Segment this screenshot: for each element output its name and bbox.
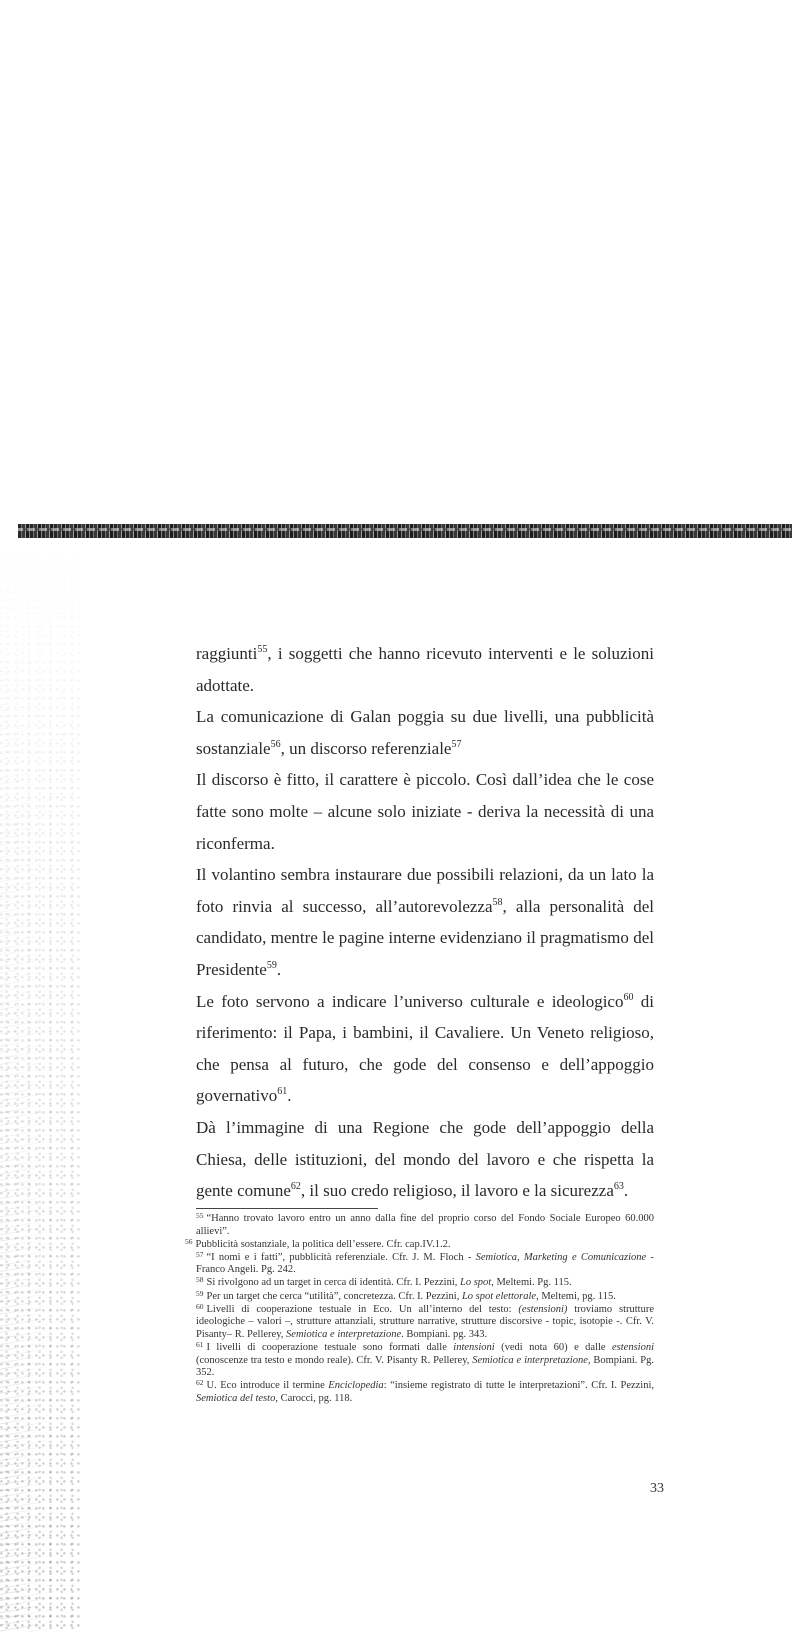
italic-title: Semiotica, Marketing e Comunicazione [475,1251,647,1263]
footnote-number: 62 [196,1378,204,1388]
text-segment: . Bompiani. pg. 343. [401,1328,488,1340]
footnote-separator [196,1208,378,1209]
footnote-number: 59 [196,1288,204,1298]
text-segment: I livelli di cooperazione testuale sono formati dalle [206,1341,454,1353]
footnote [185,1236,654,1252]
footnote-reference: 55 [257,644,268,655]
text-segment: Si rivolgono ad un target in cerca di identità. Cfr. I. Pezzini, [206,1277,460,1289]
footnote-number: 58 [196,1275,204,1285]
footnote-reference: 60 [623,991,634,1003]
footnote [185,1288,654,1304]
text-segment: : “insieme registrato di tutte le interpretazioni”. Cfr. I. Pezzini, [383,1380,655,1392]
footnote [185,1277,654,1290]
italic-title: (estensioni) [518,1303,568,1315]
text-segment: Il discorso è fitto, il carattere è piccolo. Così dall’idea che le cose fatte sono molte – alcune solo iniziate - deriva la necessità di una riconferma. [196,770,654,853]
footnote [185,1301,654,1342]
italic-title: Semiotica del testo [196,1392,276,1404]
text-segment: , i soggetti che hanno ricevuto interventi e le soluzioni adottate. [196,644,654,695]
text-segment: , il suo credo religioso, il lavoro e la sicurezza [300,1181,614,1201]
text-segment: Dà l’immagine di una Regione che gode dell’appoggio della Chiesa, delle istituzioni, del mondo del lavoro e che rispetta la gente comune [196,1117,654,1201]
text-segment: . [276,959,282,979]
main-body-text [196,638,654,1207]
italic-title: Lo spot elettorale [461,1290,537,1302]
text-segment: Livelli di cooperazione testuale in Eco. Un all’interno del testo: [206,1303,519,1315]
footnote-reference: 61 [277,1086,288,1098]
footnote [185,1339,654,1380]
italic-title: estensioni [612,1341,654,1353]
text-segment: , Meltemi. Pg. 115. [491,1277,572,1289]
footnote-reference: 59 [266,959,277,971]
footnote-reference: 58 [492,896,503,908]
text-segment: - Franco Angeli. Pg. 242. [196,1251,654,1276]
text-segment: “Hanno trovato lavoro entro un anno dalla fine del proprio corso del Fondo Sociale Europeo 60.000 allievi”. [196,1213,654,1237]
text-segment: Il volantino sembra instaurare due possibili relazioni, da un lato la foto rinvia al successo, all’autorevolezza [196,865,654,916]
footnote [185,1380,654,1405]
italic-title: Semiotica e interpretazione [286,1328,402,1340]
text-segment: , un discorso referenziale [280,738,452,758]
text-segment: (conoscenze tra testo e mondo reale). Cfr. V. Pisanty R. Pellerey, [196,1354,473,1366]
footnote-reference: 57 [451,738,462,750]
footnote-reference: 62 [290,1181,301,1193]
body-paragraph [196,859,654,985]
italic-title: Lo spot [460,1277,492,1289]
footnote-number: 55 [196,1211,204,1220]
body-paragraph [196,701,654,764]
text-segment: , Bompiani. Pg. 352. [196,1354,654,1379]
text-segment: di riferimento: il Papa, i bambini, il Cavaliere. Un Veneto religioso, che pensa al futuro, che gode del consenso e dell’appoggio governativo [196,991,654,1106]
text-segment: Per un target che cerca “utilità”, concretezza. Cfr. I. Pezzini, [206,1290,462,1302]
footnote-number: 56 [185,1236,193,1246]
footnote-reference: 56 [270,738,281,750]
text-segment: , alla personalità del candidato, mentre le pagine interne evidenziano il pragmatismo del Presidente [196,896,655,979]
footnotes-section [185,1213,654,1406]
text-segment: , Meltemi, pg. 115. [536,1290,616,1302]
text-segment: “I nomi e i fatti”, pubblicità referenziale. Cfr. J. M. Floch - [206,1251,476,1263]
scan-border-band [18,524,792,538]
text-segment: Le foto servono a indicare l’universo culturale e ideologico [196,991,624,1011]
footnote-reference: 63 [613,1181,624,1193]
italic-title: Semiotica e interpretazione [472,1354,588,1366]
italic-title: Enciclopedia [328,1380,384,1392]
text-segment: (vedi nota 60) e dalle [494,1341,612,1353]
text-segment: raggiunti [196,644,258,663]
footnote [185,1213,654,1238]
scan-edge-noise [0,540,80,1632]
text-segment: troviamo strutture ideologiche – valori –, strutture attanziali, strutture narrative, strutture discorsive - topic, isotopie -. Cfr. V. Pisanty– R. Pellerey, [196,1303,654,1340]
footnote [185,1249,654,1277]
footnote-number: 60 [196,1301,204,1311]
text-segment: . [287,1086,292,1106]
footnote-number: 61 [196,1339,204,1349]
body-paragraph [196,638,654,701]
body-paragraph [196,764,654,859]
page-number: 33 [650,1481,664,1496]
footnote-number: 57 [196,1249,204,1259]
text-segment: Pubblicità sostanziale, la politica dell’essere. Cfr. cap.IV.1.2. [195,1238,451,1250]
text-segment: La comunicazione di Galan poggia su due livelli, una pubblicità sostanziale [196,707,654,758]
text-segment: U. Eco introduce il termine [206,1380,329,1392]
text-segment: , Carocci, pg. 118. [275,1392,353,1404]
italic-title: intensioni [453,1341,495,1353]
text-segment: . [623,1181,629,1201]
body-paragraph [196,986,654,1112]
body-paragraph [196,1112,654,1207]
